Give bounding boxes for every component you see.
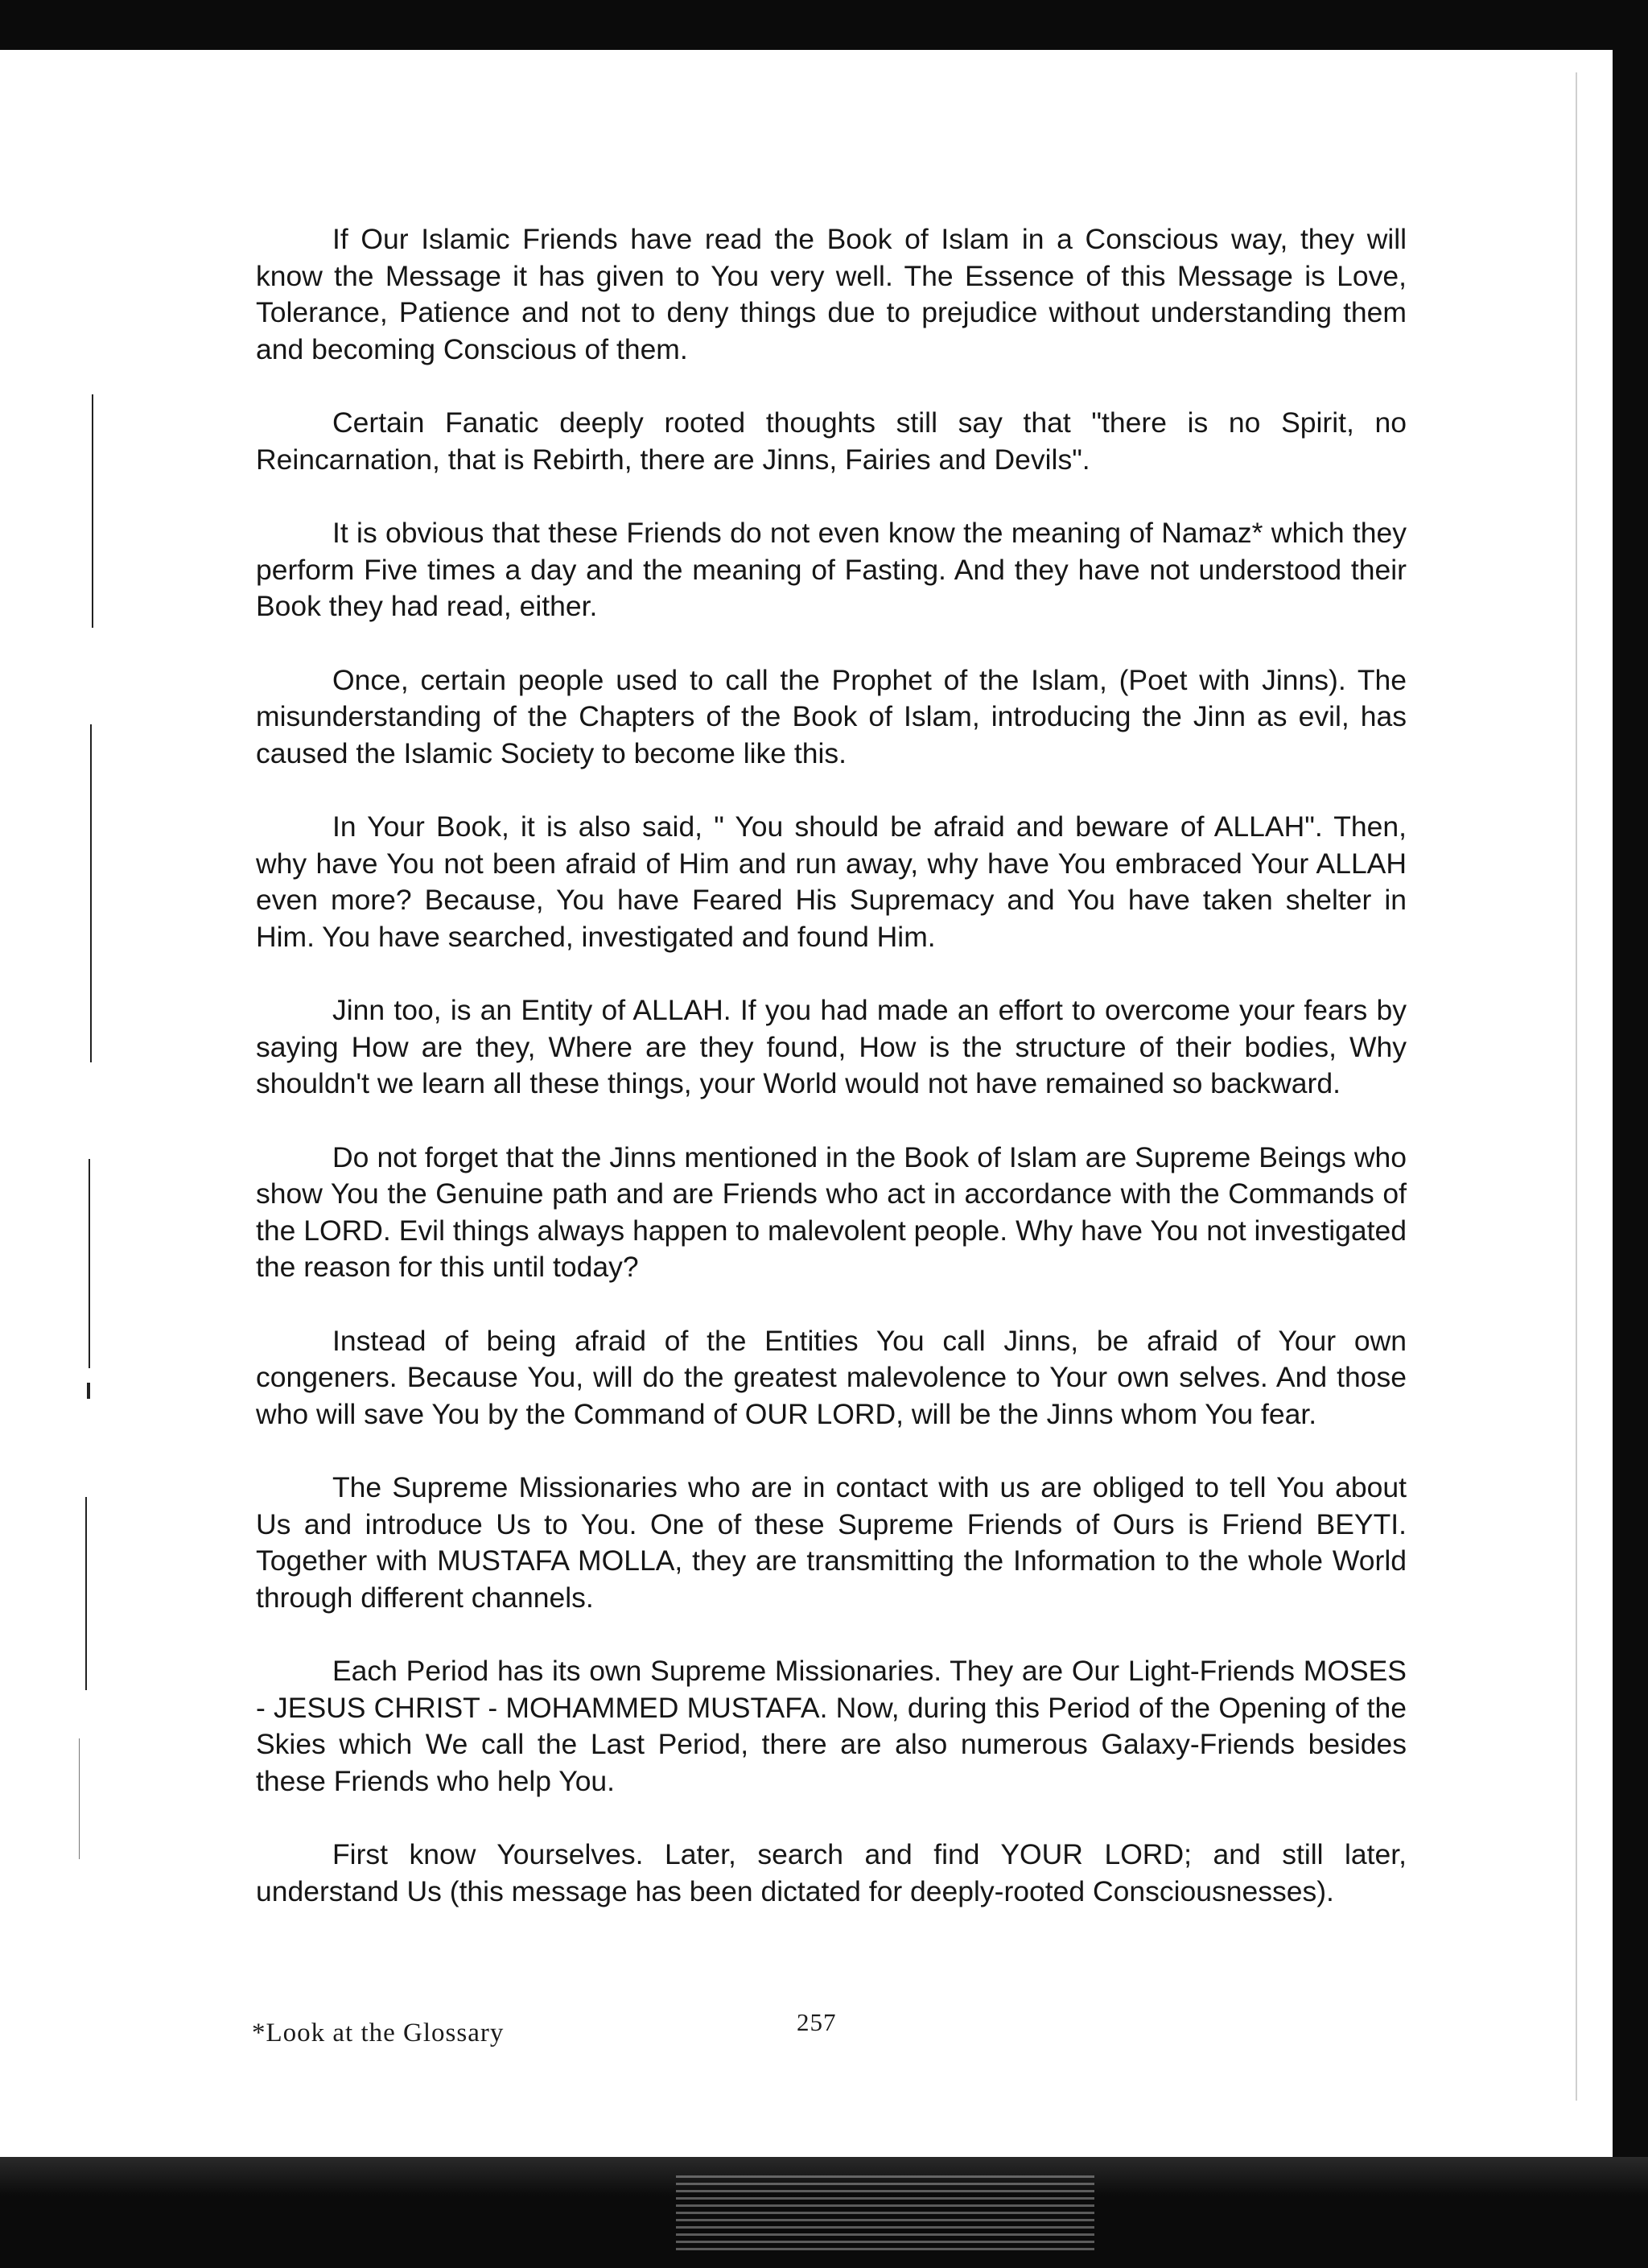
margin-mark	[87, 1383, 90, 1399]
footnote: *Look at the Glossary	[252, 2019, 505, 2047]
paragraph: Certain Fanatic deeply rooted thoughts still say that "there is no Spirit, no Reincarnation, that is Rebirth, there are Jinns, Fairies and Devils".	[256, 406, 1407, 476]
scan-glare-streaks	[676, 2175, 1094, 2252]
margin-mark	[92, 394, 93, 628]
margin-mark	[79, 1738, 80, 1859]
scan-border-top	[0, 0, 1648, 50]
margin-mark	[85, 1497, 87, 1690]
scan-border-bottom	[0, 2157, 1648, 2268]
scan-border-right	[1613, 0, 1648, 2268]
paragraph: In Your Book, it is also said, " You should be afraid and beware of ALLAH". Then, why have You not been afraid of Him and run away, why have You embraced Your ALLAH even more? Because, You have Feared His Supremacy and You have taken shelter in Him. You have searched, investigated and found Him.	[256, 810, 1407, 953]
body-text	[256, 221, 1407, 1947]
paragraph: The Supreme Missionaries who are in contact with us are obliged to tell You about Us and introduce Us to You. One of these Supreme Friends of Ours is Friend BEYTI. Together with MUSTAFA MOLLA, they are transmitting the Information to the whole World through different channels.	[256, 1471, 1407, 1614]
paragraph: Do not forget that the Jinns mentioned in the Book of Islam are Supreme Beings who show You the Genuine path and are Friends who act in accordance with the Commands of the LORD. Evil things always happen to malevolent people. Why have You not investigated the reason for this until today?	[256, 1140, 1407, 1283]
paragraph: If Our Islamic Friends have read the Book of Islam in a Conscious way, they will know the Message it has given to You very well. The Essence of this Message is Love, Tolerance, Patience and not to deny things due to prejudice without understanding them and becoming Conscious of them.	[256, 223, 1407, 365]
paragraph: It is obvious that these Friends do not even know the meaning of Namaz* which they perform Five times a day and the meaning of Fasting. And they have not understood their Book they had read, either.	[256, 517, 1407, 622]
paragraph: First know Yourselves. Later, search and find YOUR LORD; and still later, understand Us (this message has been dictated for deeply-rooted Consciousnesses).	[256, 1838, 1407, 1907]
paragraph: Instead of being afraid of the Entities You call Jinns, be afraid of Your own congeners. Because You, will do the greatest malevolence to Your own selves. And those who will save You by the Command of OUR LORD, will be the Jinns whom You fear.	[256, 1324, 1407, 1430]
paragraph: Each Period has its own Supreme Missionaries. They are Our Light-Friends MOSES - JESUS CHRIST - MOHAMMED MUSTAFA. Now, during this Period of the Opening of the Skies which We call the Last Period, there are also numerous Galaxy-Friends besides these Friends who help You.	[256, 1655, 1407, 1797]
page-number: 257	[797, 2008, 837, 2036]
page-edge-line	[1576, 72, 1577, 2101]
paragraph: Jinn too, is an Entity of ALLAH. If you had made an effort to overcome your fears by saying How are they, Where are they found, How is the structure of their bodies, Why shouldn't we learn all these things, your World would not have remained so backward.	[256, 994, 1407, 1099]
paragraph: Once, certain people used to call the Prophet of the Islam, (Poet with Jinns). The misunderstanding of the Chapters of the Book of Islam, introducing the Jinn as evil, has caused the Islamic Society to become like this.	[256, 663, 1407, 769]
margin-mark	[90, 724, 92, 1062]
margin-mark	[89, 1159, 90, 1368]
